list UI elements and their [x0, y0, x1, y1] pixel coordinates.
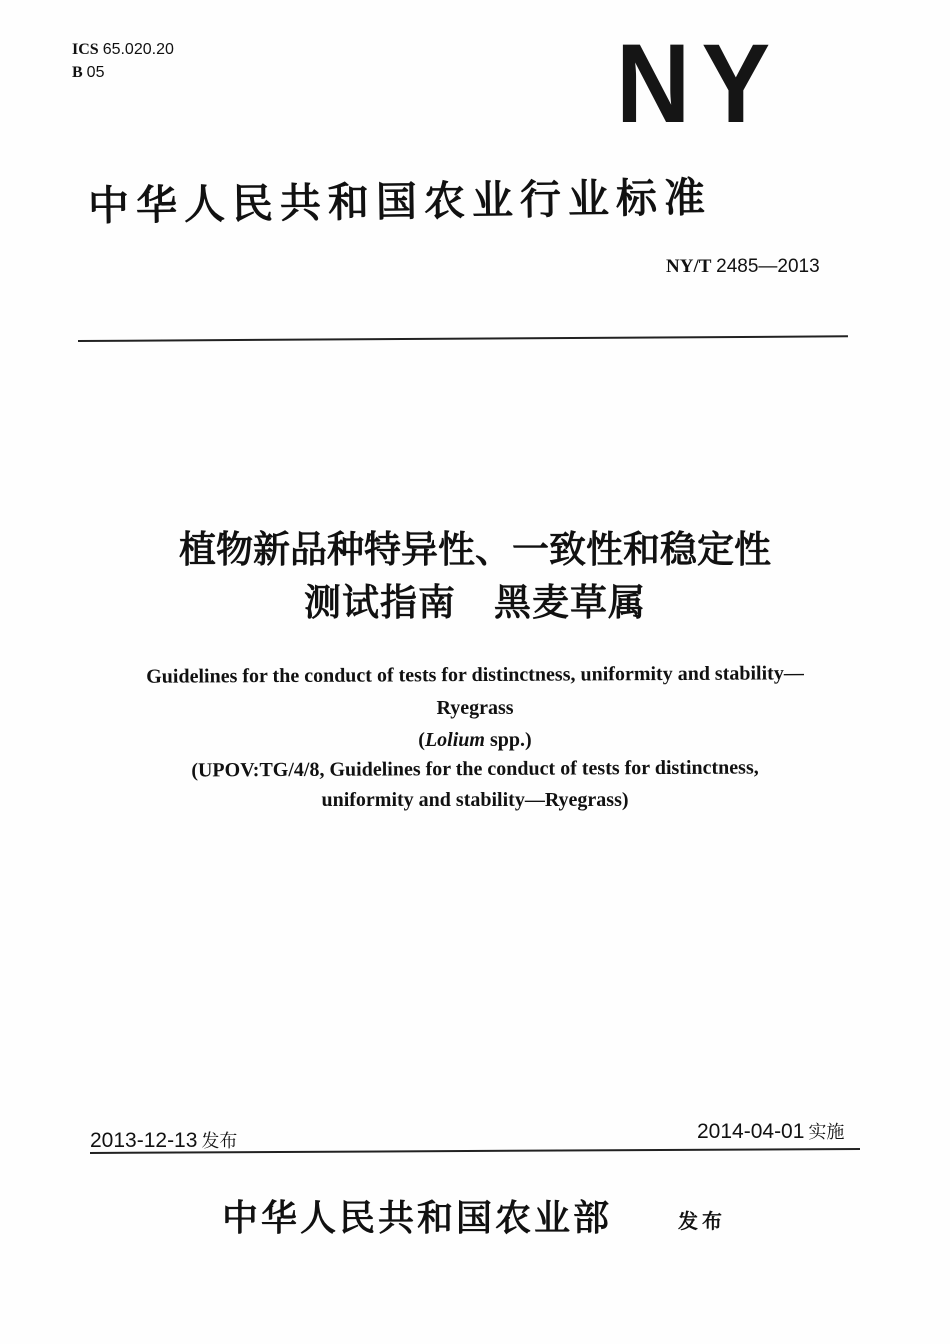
chinese-title-line-2: 测试指南 黑麦草属	[304, 581, 646, 624]
implementation-date	[697, 1118, 844, 1146]
publisher-word: 发布	[678, 1209, 726, 1233]
english-title-line-1: Guidelines for the conduct of tests for distinctness, uniformity and stability—	[146, 662, 804, 688]
header-divider	[78, 335, 848, 342]
ny-logo: NY	[616, 21, 782, 146]
standard-type-heading: 中华人民共和国农业行业标准	[87, 173, 713, 230]
ics-code	[72, 40, 174, 60]
issue-date-value: 2013-12-13	[90, 1129, 198, 1152]
classification-code	[72, 63, 104, 83]
genus-name: Lolium	[424, 729, 485, 751]
english-title-line-5: uniformity and stability—Ryegrass)	[321, 789, 629, 811]
english-title-line-2: Ryegrass	[436, 697, 514, 719]
class-letter: B	[72, 64, 83, 81]
standard-number-value: 2485—2013	[716, 256, 820, 277]
implementation-date-word: 实施	[808, 1122, 845, 1143]
standard-number	[666, 255, 820, 279]
issue-date-word: 发布	[201, 1131, 238, 1152]
standard-number-prefix: NY/T	[666, 256, 712, 277]
ics-number: 65.020.20	[102, 41, 174, 58]
ics-label: ICS	[72, 41, 99, 58]
chinese-title-line-1: 植物新品种特异性、一致性和稳定性	[179, 528, 771, 571]
publisher-name: 中华人民共和国农业部	[222, 1197, 613, 1239]
class-number: 05	[86, 64, 105, 81]
paren-open: (	[418, 729, 425, 751]
species-abbrev: spp.)	[484, 729, 532, 751]
implementation-date-value: 2014-04-01	[697, 1120, 805, 1143]
english-title-line-4: (UPOV:TG/4/8, Guidelines for the conduct of tests for distinctness,	[191, 756, 759, 782]
english-title-line-3	[60, 727, 890, 753]
